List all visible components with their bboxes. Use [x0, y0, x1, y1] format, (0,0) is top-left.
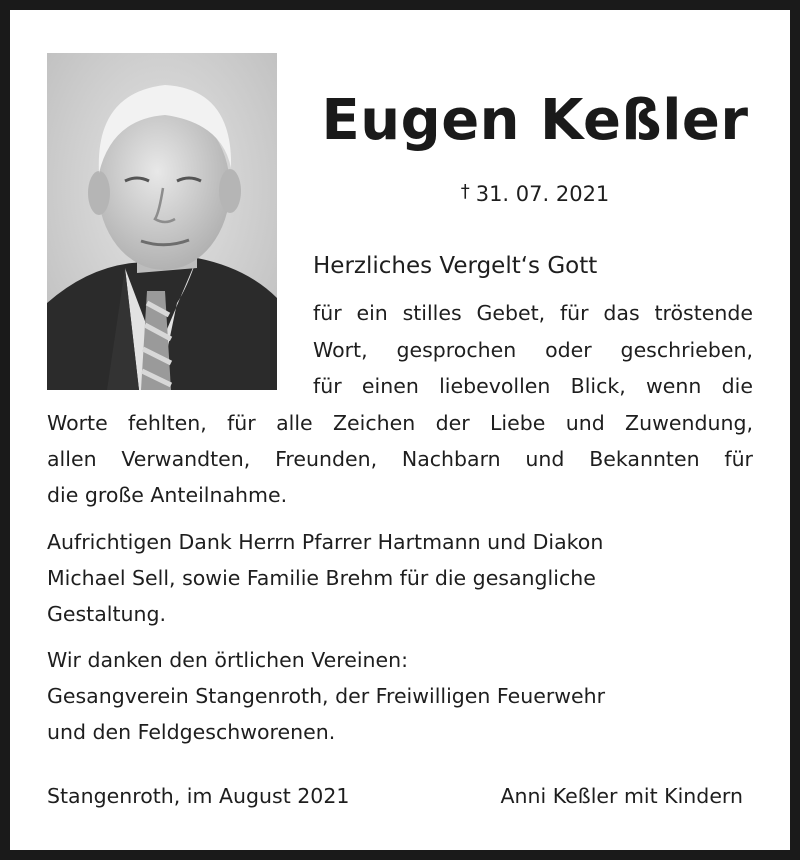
thanks-line: Aufrichtigen Dank Herrn Pfarrer Hartmann und Diakon: [47, 530, 604, 554]
death-date: 31. 07. 2021: [475, 182, 610, 206]
thanks-heading: Herzliches Vergelt‘s Gott: [313, 253, 598, 279]
thanks-line: Michael Sell, sowie Familie Brehm für die gesangliche: [47, 566, 596, 590]
death-date-line: [315, 180, 755, 210]
thanks-line: Gestaltung.: [47, 602, 167, 626]
clubs-line: und den Feldgeschworenen.: [47, 720, 336, 744]
cross-icon: †: [460, 181, 470, 202]
clubs-line: Wir danken den örtlichen Vereinen:: [47, 648, 409, 672]
body-line: die große Anteilnahme.: [47, 483, 288, 507]
body-line: Wort, gesprochen oder geschrieben,: [313, 338, 753, 362]
body-line: für einen liebevollen Blick, wenn die: [313, 374, 753, 398]
clubs-line: Gesangverein Stangenroth, der Freiwilligen Feuerwehr: [47, 684, 606, 708]
body-line: allen Verwandten, Freunden, Nachbarn und Bekannten für: [47, 447, 753, 471]
signer: Anni Keßler mit Kindern: [500, 784, 743, 808]
portrait-photo: [47, 53, 277, 390]
deceased-name: Eugen Keßler: [321, 88, 749, 153]
body-line: für ein stilles Gebet, für das tröstende: [313, 301, 753, 325]
body-line: Worte fehlten, für alle Zeichen der Liebe und Zuwendung,: [47, 411, 753, 435]
place-and-date: Stangenroth, im August 2021: [47, 784, 350, 808]
